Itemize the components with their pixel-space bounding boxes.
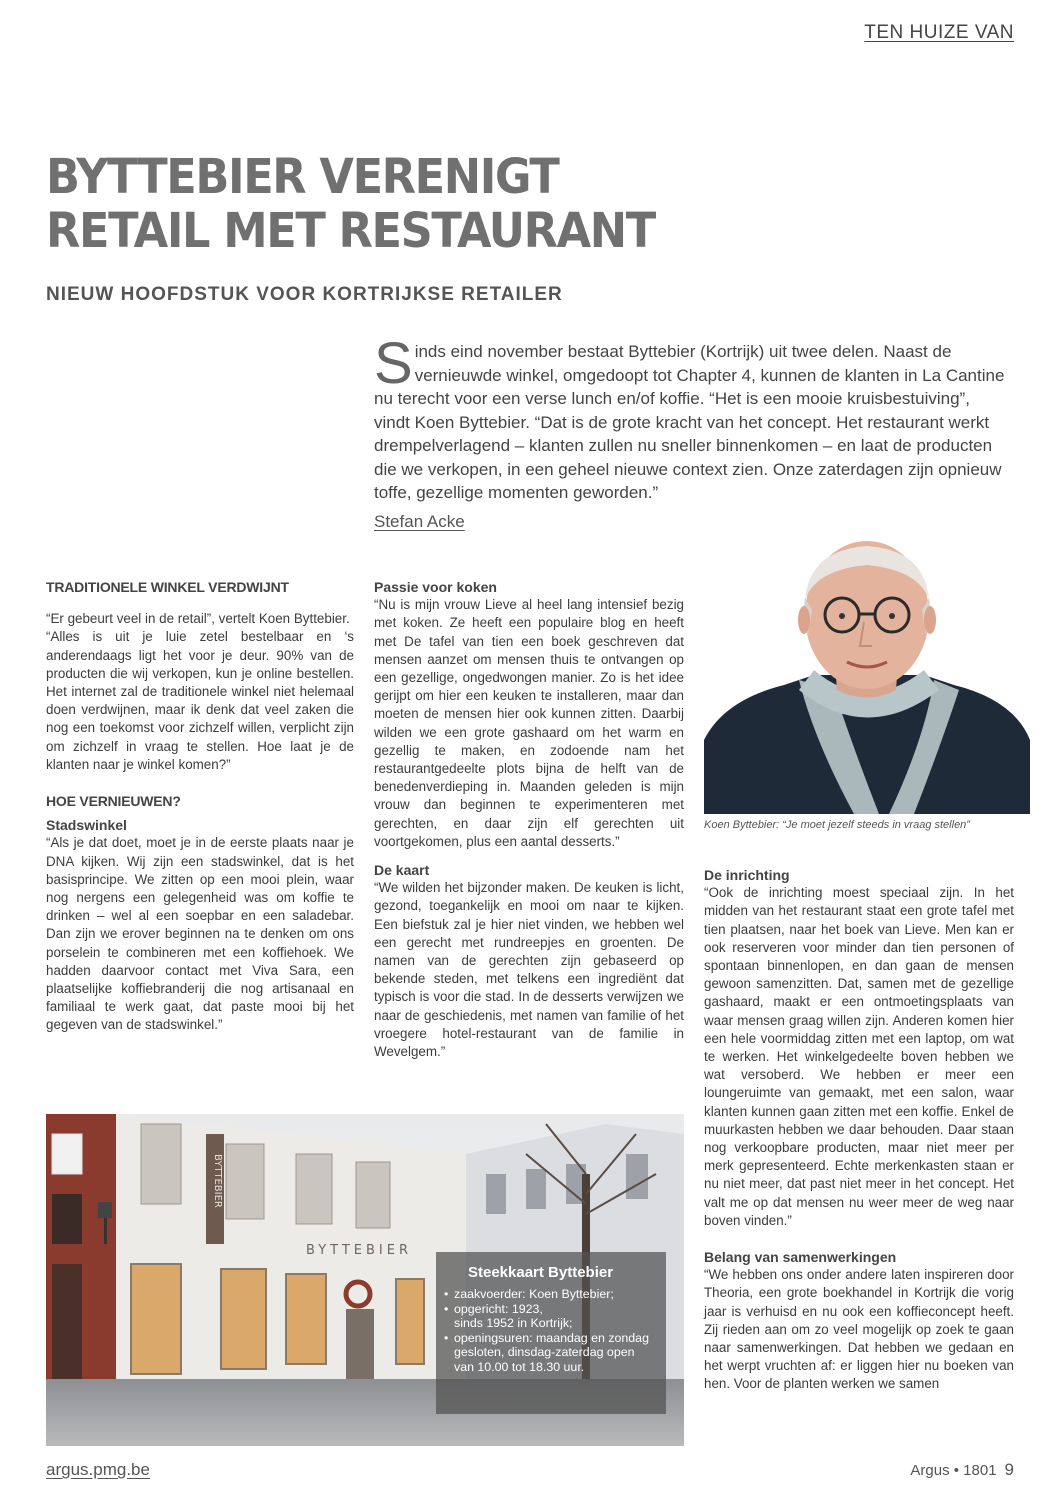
article-column-3 <box>704 866 1014 1394</box>
heading-hoe-vernieuwen: HOE VERNIEUWEN? <box>46 793 181 810</box>
fact-item-founded: • opgericht: 1923, sinds 1952 in Kortrijk; <box>454 1302 656 1331</box>
col3-paragraph-2: “We hebben ons onder andere laten inspireren door Theoria, een grote boekhandel in Kortrijk die vorig jaar is verhuisd en nu ook een koffieconcept heeft. Zij rieden aan om zo veel mogelijk op zoek te gaan naar samenwerkingen. Dat hebben we gedaan en het werpt vruchten af: er liggen hier nu boeken van hen. Voor de planten werken we samen <box>704 1267 1014 1392</box>
headline-line-1: BYTTEBIER VERENIGT <box>46 149 559 205</box>
storefront-sign-horizontal: BYTTEBIER <box>306 1243 413 1258</box>
page-number: 9 <box>1004 1460 1014 1479</box>
page-title <box>46 150 790 258</box>
author-byline: Stefan Acke <box>374 512 465 531</box>
footer-issue-label: Argus • 1801 <box>910 1462 997 1479</box>
fact-item-opening-hours: • openingsuren: maandag en zondag gesloten, dinsdag-zaterdag open van 10.00 tot 18.30 uur. <box>454 1331 656 1375</box>
storefront-sign-vertical: BYTTEBIER <box>212 1154 223 1208</box>
subheadline: NIEUW HOOFDSTUK VOOR KORTRIJKSE RETAILER <box>46 284 563 305</box>
subheading-passie-voor-koken: Passie voor koken <box>374 579 497 595</box>
col3-paragraph-1: “Ook de inrichting moest speciaal zijn. In het midden van het restaurant staat een grote tafel met tien plaatsen, naar het boek van Lieve. Men kan er ook reserveren voor minder dan tien personen of spontaan binnenlopen, en dan gaan de mensen gewoon samenzitten. Dat, samen met de gezellige gashaard, maakt er een ontmoetingsplaats van waar mensen graag willen zijn. Anderen komen hier een hele voormiddag zitten met een laptop, om wat te werken. Het winkelgedeelte boven hebben we wat versoberd. We hebben er meer een loungeruimte van gemaakt, met een salon, waar klanten kunnen gaan zitten met een koffie. Enkel de muurkasten hebben we daar behouden. Daar staan nog verkoopbare producten, maar niet meer per merk gepresenteerd. Echte merkenkasten staan er nu niet meer, dat past niet meer in het concept. Het valt me op dat mensen nu weer meer de weg naar boven vinden.” <box>704 885 1014 1228</box>
fact-item-owner: • zaakvoerder: Koen Byttebier; <box>454 1287 656 1302</box>
intro-paragraph <box>374 331 1010 505</box>
heading-traditionele-winkel: TRADITIONELE WINKEL VERDWIJNT <box>46 579 289 595</box>
headline-line-2: RETAIL MET RESTAURANT <box>46 203 655 259</box>
section-tag: TEN HUIZE VAN <box>864 22 1014 43</box>
portrait-caption: Koen Byttebier: “Je moet jezelf steeds in vraag stellen” <box>704 819 970 831</box>
subheading-de-kaart: De kaart <box>374 862 430 879</box>
fact-box-list <box>436 1287 666 1375</box>
portrait-photo <box>704 540 1030 814</box>
fact-box <box>436 1252 666 1414</box>
intro-text: inds eind november bestaat Byttebier (Kortrijk) uit twee delen. Naast de vernieuwde winkel, omgedoopt tot Chapter 4, kunnen de klanten in La Cantine nu terecht voor een verse lunch en/of koffie. “Het is een mooie kruisbestuiving”, vindt Koen Byttebier. “Dat is de grote kracht van het concept. Het restaurant werkt drempelverlagend – klanten zullen nu sneller binnenkomen – en laat de producten die we verkopen, in een geheel nieuwe context zien. Onze zaterdagen zijn opnieuw toffe, gezellige momenten geworden.” <box>374 342 1005 502</box>
col1-paragraph-1: “Er gebeurt veel in de retail”, vertelt Koen Byttebier. <box>46 611 350 627</box>
col2-paragraph-1: “Nu is mijn vrouw Lieve al heel lang intensief bezig met koken. Ze heeft een populaire blog en heeft met De tafel van tien een boek geschreven dat mensen aanzet om mensen thuis te ontvangen op een gezellige, ongedwongen manier. Zo is het idee gerijpt om hier een keuken te installeren, maar dan moeten de mensen hier ook kunnen zitten. Daarbij wilden we een grote gashaard om het warm en gezellig te maken, en zodoende nam het restaurantgedeelte plots bijna de helft van de benedenverdieping in. Maanden geleden is mijn vrouw dan beginnen te experimenteren met gerechten, en daar zijn elf gerechten uit voortgekomen, plus een aantal desserts.” <box>374 597 684 849</box>
footer-issue <box>910 1460 1014 1480</box>
drop-cap: S <box>374 331 413 396</box>
portrait-illustration <box>704 540 1030 814</box>
col1-paragraph-3: “Als je dat doet, moet je in de eerste plaats naar je DNA kijken. Wij zijn een stadswinkel, dat is het basisprincipe. We zitten op een mooi plein, waar nog nergens een gelegenheid was om koffie te drinken – wel al een soepbar en een saladebar. Dan zijn we erover beginnen na te denken om ons porselein te combineren met een koffiehoek. We hadden daarvoor contact met Viva Sara, een plaatselijke koffiebranderij die nog artisanaal en familiaal te werk gaat, dat paste mooi bij het gegeven van de stadswinkel.” <box>46 835 354 1033</box>
article-column-2 <box>374 578 684 1061</box>
subheading-de-inrichting: De inrichting <box>704 867 790 883</box>
article-column-1 <box>46 578 354 1035</box>
subheading-belang-van-samenwerkingen: Belang van samenwerkingen <box>704 1249 897 1266</box>
subheading-stadswinkel: Stadswinkel <box>46 817 127 834</box>
col2-paragraph-2: “We wilden het bijzonder maken. De keuken is licht, gezond, toegankelijk en mooi om naar te kijken. Een biefstuk zal je hier niet vinden, we hebben wel een gerecht met rundreepjes en groenten. De namen van de gerechten zijn gebaseerd op bekende steden, met telkens een ingrediënt dat typisch is voor die stad. In de desserts verwijzen we naar de geschiedenis, met namen van familie of het vroegere hotel-restaurant van de familie in Wevelgem.” <box>374 880 684 1060</box>
fact-box-title: Steekkaart Byttebier <box>468 1264 614 1281</box>
footer-website-link[interactable]: argus.pmg.be <box>46 1460 150 1479</box>
col1-paragraph-2: “Alles is uit je luie zetel bestelbaar en ‘s anderendaags ligt het voor je deur. 90% van de producten die wij verkopen, kun je online bestellen. Het internet zal de traditionele winkel niet helemaal doen verdwijnen, maar ik denk dat veel zaken die nog een toekomst voor zichzelf willen, verplicht zijn om zichzelf in vraag te stellen. Hoe laat je de klanten naar je winkel komen?” <box>46 629 354 772</box>
